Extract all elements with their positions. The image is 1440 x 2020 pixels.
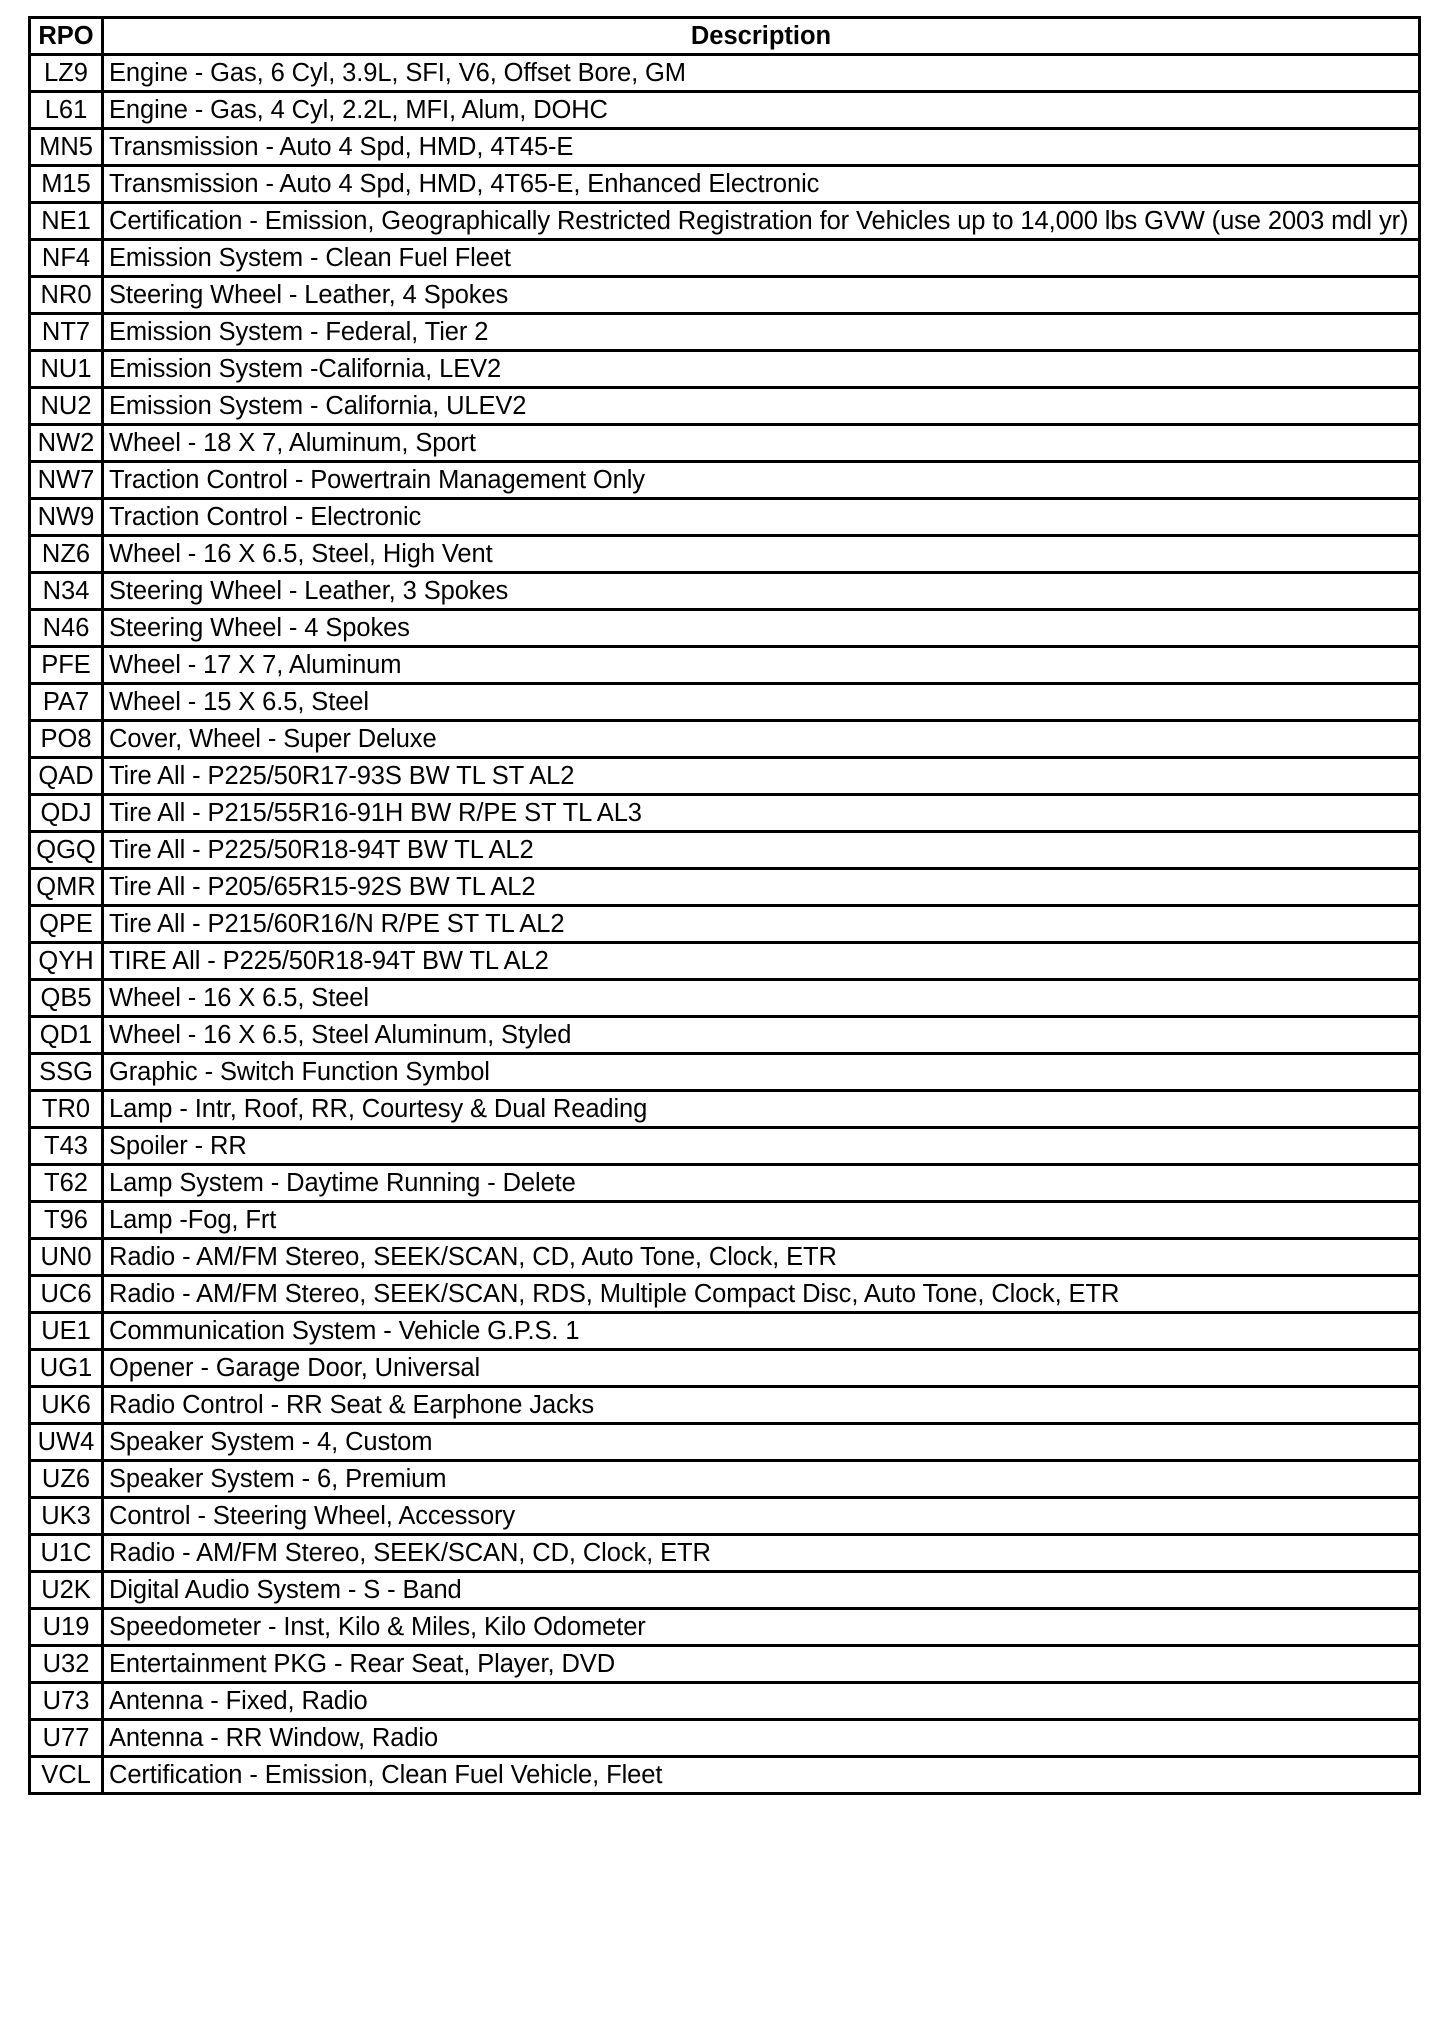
table-row	[30, 1424, 1420, 1461]
table-row	[30, 832, 1420, 869]
table-row	[30, 425, 1420, 462]
rpo-description: Wheel - 18 X 7, Aluminum, Sport	[103, 425, 1420, 462]
table-row	[30, 351, 1420, 388]
rpo-description: Speaker System - 6, Premium	[103, 1461, 1420, 1498]
rpo-description: Wheel - 15 X 6.5, Steel	[103, 684, 1420, 721]
table-row	[30, 1017, 1420, 1054]
rpo-code: U32	[30, 1646, 103, 1683]
rpo-code: QYH	[30, 943, 103, 980]
rpo-code: PFE	[30, 647, 103, 684]
rpo-code: T43	[30, 1128, 103, 1165]
table-row	[30, 1202, 1420, 1239]
rpo-code: NW2	[30, 425, 103, 462]
table-row	[30, 55, 1420, 92]
table-row	[30, 1350, 1420, 1387]
rpo-code: QDJ	[30, 795, 103, 832]
table-row	[30, 647, 1420, 684]
rpo-code: T96	[30, 1202, 103, 1239]
table-row	[30, 1239, 1420, 1276]
rpo-description: Steering Wheel - Leather, 4 Spokes	[103, 277, 1420, 314]
rpo-description: TIRE All - P225/50R18-94T BW TL AL2	[103, 943, 1420, 980]
rpo-code: TR0	[30, 1091, 103, 1128]
rpo-code: UC6	[30, 1276, 103, 1313]
table-body	[30, 55, 1420, 1794]
rpo-code: U1C	[30, 1535, 103, 1572]
rpo-description: Opener - Garage Door, Universal	[103, 1350, 1420, 1387]
rpo-description: Wheel - 16 X 6.5, Steel	[103, 980, 1420, 1017]
table-row	[30, 1646, 1420, 1683]
rpo-description: Graphic - Switch Function Symbol	[103, 1054, 1420, 1091]
rpo-code: NE1	[30, 203, 103, 240]
rpo-description: Lamp -Fog, Frt	[103, 1202, 1420, 1239]
table-row	[30, 1091, 1420, 1128]
table-row	[30, 92, 1420, 129]
table-row	[30, 1387, 1420, 1424]
table-row	[30, 610, 1420, 647]
rpo-description: Radio Control - RR Seat & Earphone Jacks	[103, 1387, 1420, 1424]
rpo-description: Tire All - P215/60R16/N R/PE ST TL AL2	[103, 906, 1420, 943]
rpo-description: Wheel - 16 X 6.5, Steel Aluminum, Styled	[103, 1017, 1420, 1054]
table-row	[30, 721, 1420, 758]
rpo-code: PO8	[30, 721, 103, 758]
table-row	[30, 1054, 1420, 1091]
rpo-code: VCL	[30, 1757, 103, 1794]
rpo-code: UZ6	[30, 1461, 103, 1498]
rpo-code: NU2	[30, 388, 103, 425]
table-row	[30, 869, 1420, 906]
table-row	[30, 1572, 1420, 1609]
table-row	[30, 129, 1420, 166]
rpo-code: U73	[30, 1683, 103, 1720]
rpo-description: Emission System - Federal, Tier 2	[103, 314, 1420, 351]
rpo-description: Steering Wheel - Leather, 3 Spokes	[103, 573, 1420, 610]
rpo-description: Control - Steering Wheel, Accessory	[103, 1498, 1420, 1535]
table-row	[30, 1128, 1420, 1165]
rpo-description: Speedometer - Inst, Kilo & Miles, Kilo Odometer	[103, 1609, 1420, 1646]
table-row	[30, 1498, 1420, 1535]
rpo-code: UW4	[30, 1424, 103, 1461]
rpo-description: Entertainment PKG - Rear Seat, Player, DVD	[103, 1646, 1420, 1683]
rpo-code: UE1	[30, 1313, 103, 1350]
rpo-description: Antenna - RR Window, Radio	[103, 1720, 1420, 1757]
rpo-description: Traction Control - Electronic	[103, 499, 1420, 536]
rpo-code: QD1	[30, 1017, 103, 1054]
rpo-code: U2K	[30, 1572, 103, 1609]
table-row	[30, 795, 1420, 832]
table-row	[30, 388, 1420, 425]
table-row	[30, 943, 1420, 980]
rpo-description: Wheel - 17 X 7, Aluminum	[103, 647, 1420, 684]
rpo-description: Tire All - P205/65R15-92S BW TL AL2	[103, 869, 1420, 906]
table-row	[30, 314, 1420, 351]
rpo-description: Radio - AM/FM Stereo, SEEK/SCAN, RDS, Multiple Compact Disc, Auto Tone, Clock, ETR	[103, 1276, 1420, 1313]
rpo-description: Transmission - Auto 4 Spd, HMD, 4T65-E, Enhanced Electronic	[103, 166, 1420, 203]
rpo-code: PA7	[30, 684, 103, 721]
rpo-description: Lamp System - Daytime Running - Delete	[103, 1165, 1420, 1202]
rpo-code: SSG	[30, 1054, 103, 1091]
rpo-description: Certification - Emission, Geographically Restricted Registration for Vehicles up to 14,000 lbs GVW (use 2003 mdl yr)	[103, 203, 1420, 240]
rpo-code: QMR	[30, 869, 103, 906]
rpo-table	[28, 16, 1421, 1795]
rpo-code: N34	[30, 573, 103, 610]
rpo-description: Transmission - Auto 4 Spd, HMD, 4T45-E	[103, 129, 1420, 166]
table-row	[30, 758, 1420, 795]
rpo-description: Wheel - 16 X 6.5, Steel, High Vent	[103, 536, 1420, 573]
rpo-code: NZ6	[30, 536, 103, 573]
rpo-description: Radio - AM/FM Stereo, SEEK/SCAN, CD, Clock, ETR	[103, 1535, 1420, 1572]
table-row	[30, 1757, 1420, 1794]
rpo-code: QGQ	[30, 832, 103, 869]
table-row	[30, 906, 1420, 943]
table-row	[30, 573, 1420, 610]
rpo-description: Steering Wheel - 4 Spokes	[103, 610, 1420, 647]
rpo-code: L61	[30, 92, 103, 129]
rpo-description: Lamp - Intr, Roof, RR, Courtesy & Dual Reading	[103, 1091, 1420, 1128]
table-row	[30, 166, 1420, 203]
rpo-code: NW7	[30, 462, 103, 499]
table-row	[30, 203, 1420, 240]
table-row	[30, 536, 1420, 573]
rpo-code: UG1	[30, 1350, 103, 1387]
rpo-description: Antenna - Fixed, Radio	[103, 1683, 1420, 1720]
rpo-code: U19	[30, 1609, 103, 1646]
rpo-description: Emission System - California, ULEV2	[103, 388, 1420, 425]
table-row	[30, 277, 1420, 314]
rpo-description: Speaker System - 4, Custom	[103, 1424, 1420, 1461]
header-row	[30, 18, 1420, 55]
rpo-description: Digital Audio System - S - Band	[103, 1572, 1420, 1609]
rpo-description: Certification - Emission, Clean Fuel Vehicle, Fleet	[103, 1757, 1420, 1794]
rpo-code: UN0	[30, 1239, 103, 1276]
header-description: Description	[103, 18, 1420, 55]
rpo-description: Tire All - P215/55R16-91H BW R/PE ST TL AL3	[103, 795, 1420, 832]
rpo-code: MN5	[30, 129, 103, 166]
rpo-description: Emission System -California, LEV2	[103, 351, 1420, 388]
rpo-code: LZ9	[30, 55, 103, 92]
table-row	[30, 1609, 1420, 1646]
rpo-code: UK3	[30, 1498, 103, 1535]
table-row	[30, 1313, 1420, 1350]
rpo-code: QAD	[30, 758, 103, 795]
rpo-description: Emission System - Clean Fuel Fleet	[103, 240, 1420, 277]
table-row	[30, 1276, 1420, 1313]
table-row	[30, 1535, 1420, 1572]
rpo-code: U77	[30, 1720, 103, 1757]
rpo-description: Spoiler - RR	[103, 1128, 1420, 1165]
rpo-description: Communication System - Vehicle G.P.S. 1	[103, 1313, 1420, 1350]
rpo-code: NF4	[30, 240, 103, 277]
rpo-description: Engine - Gas, 6 Cyl, 3.9L, SFI, V6, Offset Bore, GM	[103, 55, 1420, 92]
rpo-code: NT7	[30, 314, 103, 351]
table-row	[30, 240, 1420, 277]
table-row	[30, 1165, 1420, 1202]
table-row	[30, 684, 1420, 721]
header-rpo: RPO	[30, 18, 103, 55]
rpo-code: M15	[30, 166, 103, 203]
rpo-code: N46	[30, 610, 103, 647]
table-row	[30, 1720, 1420, 1757]
rpo-code: UK6	[30, 1387, 103, 1424]
rpo-sheet	[28, 16, 1418, 1795]
table-row	[30, 1461, 1420, 1498]
rpo-description: Tire All - P225/50R17-93S BW TL ST AL2	[103, 758, 1420, 795]
rpo-code: T62	[30, 1165, 103, 1202]
table-row	[30, 980, 1420, 1017]
rpo-code: QPE	[30, 906, 103, 943]
rpo-code: NR0	[30, 277, 103, 314]
rpo-description: Traction Control - Powertrain Management Only	[103, 462, 1420, 499]
rpo-description: Cover, Wheel - Super Deluxe	[103, 721, 1420, 758]
rpo-code: QB5	[30, 980, 103, 1017]
table-row	[30, 1683, 1420, 1720]
table-row	[30, 462, 1420, 499]
rpo-code: NU1	[30, 351, 103, 388]
rpo-code: NW9	[30, 499, 103, 536]
rpo-description: Engine - Gas, 4 Cyl, 2.2L, MFI, Alum, DOHC	[103, 92, 1420, 129]
table-row	[30, 499, 1420, 536]
rpo-description: Radio - AM/FM Stereo, SEEK/SCAN, CD, Auto Tone, Clock, ETR	[103, 1239, 1420, 1276]
rpo-description: Tire All - P225/50R18-94T BW TL AL2	[103, 832, 1420, 869]
